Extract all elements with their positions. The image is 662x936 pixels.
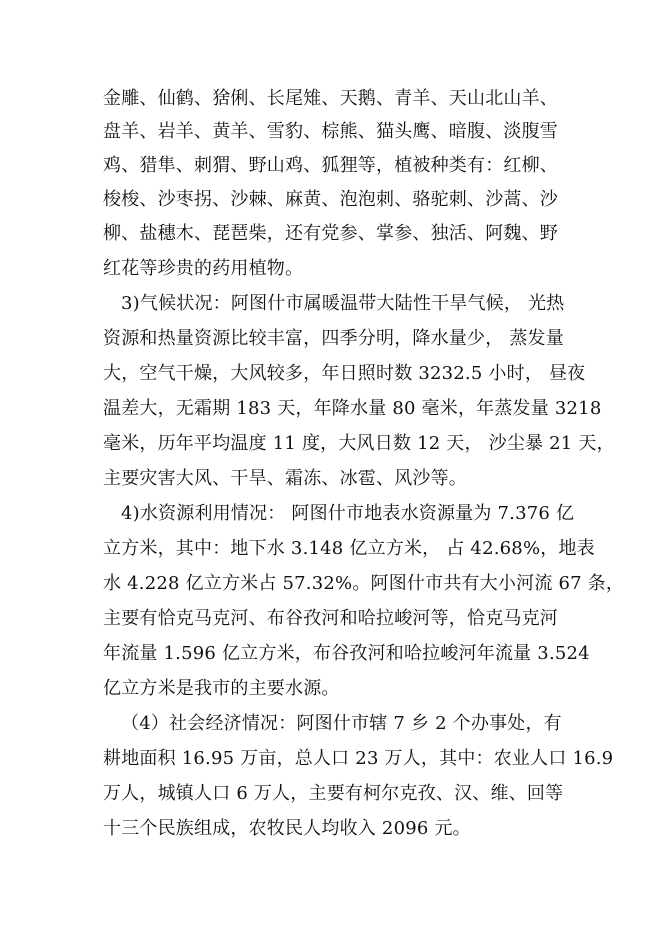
text-line: 耕地面积 16.95 万亩，总人口 23 万人，其中：农业人口 16.9 [103, 748, 614, 769]
text-line: 主要有恰克马克河、布谷孜河和哈拉峻河等，恰克马克河 [103, 608, 558, 629]
text-line: 资源和热量资源比较丰富，四季分明，降水量少， 蒸发量 [103, 328, 564, 349]
text-line: 鸡、猎隼、刺猬、野山鸡、狐狸等，植被种类有：红柳、 [103, 155, 558, 176]
paragraph-climate-heading: 3)气候状况：阿图什市属暖温带大陆性干旱气候， 光热 [121, 293, 565, 314]
text-line: 水 4.228 亿立方米占 57.32%。阿图什市共有大小河流 67 条， [103, 573, 625, 594]
paragraph-water-heading: 4)水资源利用情况： 阿图什市地表水资源量为 7.376 亿 [121, 503, 575, 524]
text-line: 亿立方米是我市的主要水源。 [103, 678, 340, 699]
text-line: 大，空气干燥，大风较多，年日照时数 3232.5 小时， 昼夜 [103, 363, 586, 384]
text-line: 主要灾害大风、干旱、霜冻、冰雹、风沙等。 [103, 468, 467, 489]
text-line: 金雕、仙鹤、猞俐、长尾雉、天鹅、青羊、天山北山羊、 [103, 88, 558, 109]
paragraph-economy-heading: （4）社会经济情况：阿图什市辖 7 乡 2 个办事处，有 [121, 713, 562, 734]
text-line: 万人，城镇人口 6 万人，主要有柯尔克孜、汉、维、回等 [103, 783, 564, 804]
text-line: 十三个民族组成，农牧民人均收入 2096 元。 [103, 818, 471, 839]
text-line: 盘羊、岩羊、黄羊、雪豹、棕熊、猫头鹰、暗腹、淡腹雪 [103, 121, 558, 142]
text-line: 梭梭、沙枣拐、沙棘、麻黄、泡泡刺、骆驼刺、沙蒿、沙 [103, 189, 558, 210]
text-line: 年流量 1.596 亿立方米，布谷孜河和哈拉峻河年流量 3.524 [103, 643, 590, 664]
text-line: 温差大，无霜期 183 天，年降水量 80 毫米，年蒸发量 3218 [103, 398, 602, 419]
text-line: 红花等珍贵的药用植物。 [103, 258, 304, 279]
text-line: 柳、盐穗木、琵琶柴，还有党参、掌参、独活、阿魏、野 [103, 223, 558, 244]
text-line: 毫米，历年平均温度 11 度，大风日数 12 天， 沙尘暴 21 天， [103, 433, 615, 454]
text-line: 立方米，其中：地下水 3.148 亿立方米， 占 42.68%，地表 [103, 538, 595, 559]
